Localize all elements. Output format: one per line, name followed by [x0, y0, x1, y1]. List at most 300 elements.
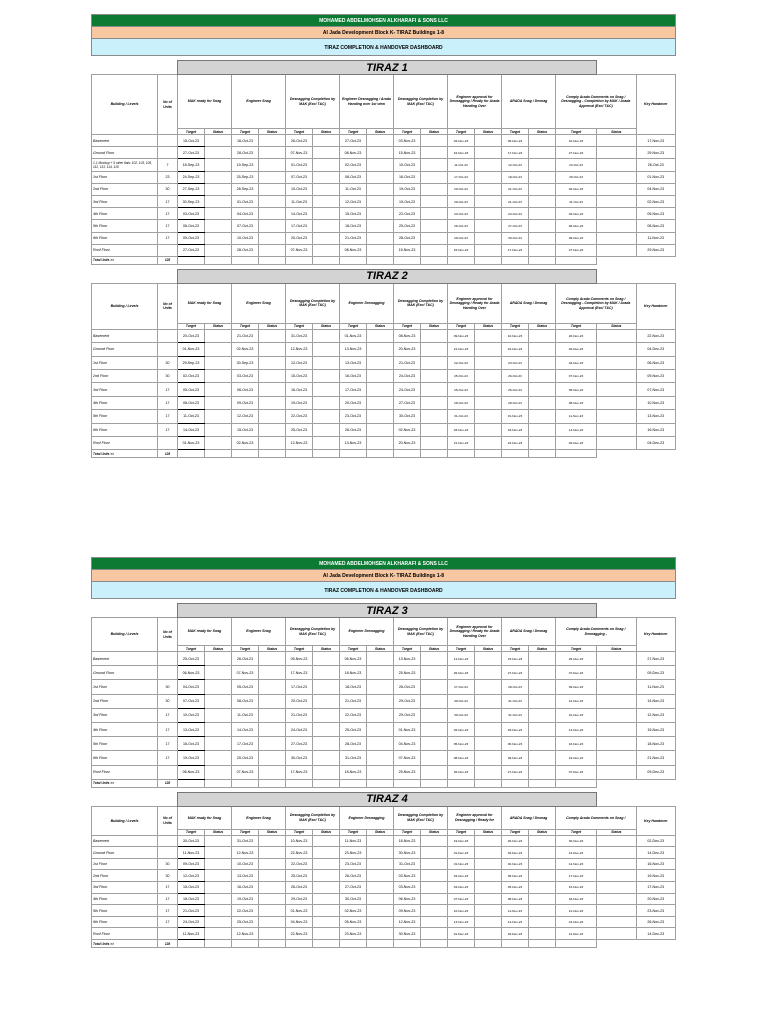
target-date: 13-Nov-23 — [340, 437, 367, 450]
target-date: 20-Nov-23 — [502, 835, 529, 847]
target-date: 07-Dec-23 — [556, 666, 597, 680]
target-date: 09-Oct-23 — [178, 232, 205, 244]
status-cell — [529, 847, 556, 859]
status-cell — [259, 383, 286, 396]
status-cell — [529, 370, 556, 383]
status-cell — [259, 905, 286, 917]
status-cell — [597, 666, 636, 680]
status-cell — [475, 356, 502, 369]
target-date: 17-Nov-23 — [502, 244, 529, 256]
target-date: 14-Oct-23 — [232, 722, 259, 736]
target-date: 08-Nov-23 — [340, 147, 367, 159]
status-cell — [475, 171, 502, 183]
subheader-status: Status — [259, 829, 286, 835]
target-date: 12-Dec-23 — [556, 847, 597, 859]
status-cell — [313, 893, 340, 905]
target-date: 27-Oct-23 — [340, 882, 367, 894]
units-count: 17 — [158, 882, 178, 894]
status-cell — [313, 147, 340, 159]
target-date: 14-Nov-23 — [448, 652, 475, 666]
target-date: 27-Nov-23 — [556, 147, 597, 159]
target-date: 13-Nov-23 — [448, 916, 475, 928]
units-count: 30 — [158, 694, 178, 708]
total-row — [92, 256, 676, 264]
status-cell — [259, 928, 286, 940]
status-cell — [367, 882, 394, 894]
subheader-status: Status — [367, 646, 394, 652]
status-cell — [205, 882, 232, 894]
target-date: 03-Oct-23 — [232, 370, 259, 383]
status-cell — [421, 147, 448, 159]
status-cell — [313, 870, 340, 882]
status-cell — [367, 183, 394, 195]
status-cell — [529, 195, 556, 207]
target-date: 05-Oct-23 — [178, 383, 205, 396]
key-handover-date: 04-Dec-23 — [636, 343, 675, 356]
header-stage: Comply Arada Comments on Snag / Desnagging - Completion by MAK / Arada Approval (Excl T&C) — [556, 75, 637, 129]
header-key-handover: Key Handover — [636, 75, 675, 135]
units-count: 17 — [158, 916, 178, 928]
target-date: 25-Oct-23 — [286, 423, 313, 436]
status-cell — [421, 893, 448, 905]
target-date: 30-Oct-23 — [394, 410, 421, 423]
subheader-status: Status — [597, 646, 636, 652]
status-cell — [259, 370, 286, 383]
units-count — [158, 847, 178, 859]
status-cell — [313, 423, 340, 436]
status-cell — [421, 232, 448, 244]
target-date: 28-Sep-23 — [232, 183, 259, 195]
units-count: 17 — [158, 708, 178, 722]
header-stage: Comply Arada Comments on Snag / Desnagging - Completion by MAK / Arada Approval (Excl T&C) — [556, 283, 637, 323]
level-label: 3rd Floor — [92, 383, 158, 396]
status-cell — [421, 171, 448, 183]
status-cell — [259, 183, 286, 195]
header-stage: ARADA Snag / Desnag — [502, 806, 556, 829]
target-date: 10-Nov-23 — [286, 835, 313, 847]
target-date: 07-Oct-23 — [286, 171, 313, 183]
status-cell — [421, 183, 448, 195]
target-date: 30-Nov-23 — [394, 847, 421, 859]
status-cell — [597, 893, 636, 905]
header-key-handover: Key Handover — [636, 806, 675, 835]
target-date: 12-Nov-23 — [556, 694, 597, 708]
status-cell — [597, 722, 636, 736]
level-label: 2nd Floor — [92, 870, 158, 882]
target-date: 17-Oct-23 — [448, 171, 475, 183]
target-date: 08-Nov-23 — [340, 244, 367, 256]
target-date: 06-Nov-23 — [178, 765, 205, 779]
subheader-status: Status — [259, 323, 286, 329]
table-row — [92, 916, 676, 928]
target-date: 05-Nov-23 — [502, 135, 529, 147]
key-handover-date: 29-Nov-23 — [636, 244, 675, 256]
target-date: 11-Oct-23 — [178, 410, 205, 423]
units-count: 17 — [158, 722, 178, 736]
status-cell — [529, 383, 556, 396]
header-stage: Engineer Desnagging — [340, 283, 394, 323]
target-date: 25-Oct-23 — [394, 220, 421, 232]
target-date: 06-Nov-23 — [556, 220, 597, 232]
status-cell — [475, 858, 502, 870]
status-cell — [205, 751, 232, 765]
level-label: 5th Floor — [92, 410, 158, 423]
subheader-status: Status — [597, 129, 636, 135]
status-cell — [259, 423, 286, 436]
target-date: 13-Nov-23 — [556, 722, 597, 736]
total-row — [92, 450, 676, 458]
target-date: 16-Oct-23 — [286, 383, 313, 396]
status-cell — [475, 383, 502, 396]
target-date: 19-Oct-23 — [286, 396, 313, 409]
status-cell — [529, 835, 556, 847]
subheader-status: Status — [475, 323, 502, 329]
status-cell — [259, 694, 286, 708]
status-cell — [313, 751, 340, 765]
subheader-target: Target — [286, 129, 313, 135]
header-building-levels: Building / Levels — [92, 618, 158, 652]
status-cell — [205, 183, 232, 195]
target-date: 22-Nov-23 — [502, 343, 529, 356]
header-stage: Engineer Desnagging — [340, 618, 394, 646]
target-date: 17-Oct-23 — [286, 680, 313, 694]
target-date: 11-Oct-23 — [286, 195, 313, 207]
target-date: 13-Nov-23 — [394, 652, 421, 666]
level-label: Roof Floor — [92, 244, 158, 256]
status-cell — [313, 343, 340, 356]
subheader-status: Status — [597, 829, 636, 835]
status-cell — [259, 208, 286, 220]
target-date: 10-Nov-23 — [448, 905, 475, 917]
status-cell — [367, 652, 394, 666]
status-cell — [475, 893, 502, 905]
key-handover-date: 27-Nov-23 — [636, 652, 675, 666]
status-cell — [475, 916, 502, 928]
subheader-target: Target — [556, 129, 597, 135]
status-cell — [421, 708, 448, 722]
target-date: 11-Nov-23 — [340, 835, 367, 847]
target-date: 11-Nov-23 — [178, 928, 205, 940]
target-date: 19-Sep-23 — [232, 159, 259, 171]
target-date: 23-Oct-23 — [340, 858, 367, 870]
target-date: 12-Oct-23 — [232, 410, 259, 423]
subheader-target: Target — [394, 829, 421, 835]
status-cell — [529, 893, 556, 905]
status-cell — [313, 159, 340, 171]
status-cell — [259, 147, 286, 159]
level-label: 2nd Floor — [92, 694, 158, 708]
target-date: 02-Dec-23 — [502, 847, 529, 859]
total-label: Total Units >> — [92, 450, 158, 458]
target-date: 31-Oct-23 — [448, 410, 475, 423]
status-cell — [313, 244, 340, 256]
table-row — [92, 423, 676, 436]
target-date: 05-Nov-23 — [448, 737, 475, 751]
target-date: 18-Sep-23 — [178, 159, 205, 171]
key-handover-date: 14-Nov-23 — [636, 694, 675, 708]
target-date: 12-Oct-23 — [286, 356, 313, 369]
status-cell — [597, 410, 636, 423]
target-date: 10-Nov-23 — [556, 135, 597, 147]
target-date: 19-Oct-23 — [178, 751, 205, 765]
status-cell — [259, 356, 286, 369]
target-date: 04-Nov-23 — [448, 882, 475, 894]
target-date: 02-Nov-23 — [232, 437, 259, 450]
key-handover-date: 26-Nov-23 — [636, 916, 675, 928]
target-date: 16-Oct-23 — [394, 171, 421, 183]
status-cell — [421, 370, 448, 383]
target-date: 05-Nov-23 — [502, 870, 529, 882]
target-date: 06-Oct-23 — [178, 220, 205, 232]
status-cell — [421, 694, 448, 708]
target-date: 24-Oct-23 — [286, 722, 313, 736]
subheader-status: Status — [205, 129, 232, 135]
subheader-target: Target — [340, 129, 367, 135]
header-stage: Engineer Snag — [232, 75, 286, 129]
key-handover-date: 04-Nov-23 — [636, 183, 675, 195]
target-date: 20-Oct-23 — [448, 195, 475, 207]
target-date: 28-Oct-23 — [232, 244, 259, 256]
status-cell — [529, 652, 556, 666]
status-cell — [597, 870, 636, 882]
header-stage: Engineer Snag — [232, 283, 286, 323]
target-date: 01-Nov-23 — [502, 410, 529, 423]
target-date: 12-Oct-23 — [340, 195, 367, 207]
subheader-status: Status — [529, 323, 556, 329]
status-cell — [259, 765, 286, 779]
target-date: 22-Oct-23 — [286, 858, 313, 870]
target-date: 22-Oct-23 — [394, 208, 421, 220]
target-date: 02-Nov-23 — [232, 343, 259, 356]
target-date: 23-Nov-23 — [340, 847, 367, 859]
target-date: 26-Oct-23 — [340, 870, 367, 882]
status-cell — [597, 847, 636, 859]
status-cell — [259, 410, 286, 423]
status-cell — [421, 765, 448, 779]
target-date: 20-Oct-23 — [286, 232, 313, 244]
dashboard-title: TIRAZ COMPLETION & HANDOVER DASHBOARD — [91, 581, 676, 599]
table-row — [92, 171, 676, 183]
status-cell — [597, 220, 636, 232]
level-label: 4th Floor — [92, 893, 158, 905]
status-cell — [205, 410, 232, 423]
status-cell — [367, 708, 394, 722]
target-date: 03-Nov-23 — [502, 722, 529, 736]
status-cell — [529, 220, 556, 232]
status-cell — [313, 195, 340, 207]
target-date: 16-Nov-23 — [448, 244, 475, 256]
target-date: 18-Oct-23 — [340, 220, 367, 232]
units-count — [158, 329, 178, 342]
table-row — [92, 183, 676, 195]
status-cell — [259, 220, 286, 232]
target-date: 29-Oct-23 — [448, 232, 475, 244]
target-date: 28-Oct-23 — [232, 147, 259, 159]
subheader-target: Target — [556, 646, 597, 652]
subheader-status: Status — [529, 129, 556, 135]
level-label: Basement — [92, 835, 158, 847]
target-date: 18-Nov-23 — [340, 765, 367, 779]
status-cell — [529, 232, 556, 244]
units-count: 17 — [158, 396, 178, 409]
target-date: 23-Nov-23 — [340, 928, 367, 940]
total-units: 128 — [158, 779, 178, 787]
status-cell — [421, 737, 448, 751]
target-date: 22-Oct-23 — [340, 708, 367, 722]
status-cell — [475, 343, 502, 356]
sheet-page-1 — [91, 14, 676, 462]
target-date: 03-Nov-23 — [394, 870, 421, 882]
target-date: 21-Nov-23 — [448, 343, 475, 356]
status-cell — [421, 220, 448, 232]
key-handover-date: 10-Nov-23 — [636, 396, 675, 409]
status-cell — [529, 183, 556, 195]
target-date: 04-Nov-23 — [394, 737, 421, 751]
status-cell — [367, 694, 394, 708]
status-cell — [421, 329, 448, 342]
status-cell — [475, 208, 502, 220]
subheader-status: Status — [313, 646, 340, 652]
target-date: 06-Nov-23 — [340, 652, 367, 666]
status-cell — [421, 423, 448, 436]
status-cell — [367, 765, 394, 779]
status-cell — [475, 195, 502, 207]
status-cell — [529, 882, 556, 894]
target-date: 06-Nov-23 — [178, 666, 205, 680]
status-cell — [421, 835, 448, 847]
level-label: Roof Floor — [92, 437, 158, 450]
status-cell — [205, 171, 232, 183]
status-cell — [205, 916, 232, 928]
target-date: 22-Nov-23 — [502, 437, 529, 450]
total-row — [92, 940, 676, 948]
subheader-target: Target — [178, 829, 205, 835]
target-date: 17-Oct-23 — [232, 737, 259, 751]
target-date: 09-Nov-23 — [556, 680, 597, 694]
target-date: 15-Oct-23 — [340, 208, 367, 220]
status-cell — [475, 694, 502, 708]
project-banner: Al Jada Development Block K- TIRAZ Buildings 1-8 — [91, 569, 676, 581]
status-cell — [205, 694, 232, 708]
status-cell — [475, 765, 502, 779]
subheader-target: Target — [232, 829, 259, 835]
status-cell — [313, 765, 340, 779]
target-date: 02-Oct-23 — [340, 159, 367, 171]
subheader-status: Status — [475, 129, 502, 135]
target-date: 21-Nov-23 — [556, 905, 597, 917]
subheader-status: Status — [313, 829, 340, 835]
status-cell — [475, 666, 502, 680]
status-cell — [421, 410, 448, 423]
level-label: Basement — [92, 135, 158, 147]
target-date: 21-Oct-23 — [394, 356, 421, 369]
header-units: No of Units — [158, 283, 178, 329]
target-date: 21-Oct-23 — [502, 183, 529, 195]
target-date: 05-Nov-23 — [340, 916, 367, 928]
status-cell — [259, 737, 286, 751]
target-date: 02-Dec-23 — [556, 343, 597, 356]
status-cell — [367, 244, 394, 256]
units-count: 30 — [158, 870, 178, 882]
status-cell — [529, 870, 556, 882]
target-date: 23-Oct-23 — [502, 356, 529, 369]
target-date: 21-Oct-23 — [178, 905, 205, 917]
status-cell — [367, 232, 394, 244]
building-title: TIRAZ 2 — [178, 269, 597, 283]
tiraz-table — [91, 269, 676, 459]
header-stage: Desnagging Completion by MAK (Excl T&C) — [394, 806, 448, 829]
target-date: 11-Oct-23 — [448, 159, 475, 171]
status-cell — [259, 159, 286, 171]
key-handover-date: 11-Nov-23 — [636, 680, 675, 694]
target-date: 02-Nov-23 — [556, 183, 597, 195]
target-date: 07-Nov-23 — [556, 370, 597, 383]
status-cell — [475, 708, 502, 722]
status-cell — [421, 159, 448, 171]
level-label: 4th Floor — [92, 396, 158, 409]
status-cell — [597, 244, 636, 256]
header-stage: Engineer approval for Desnagging / Ready for Arada Handing Over — [448, 283, 502, 323]
status-cell — [597, 356, 636, 369]
subheader-target: Target — [286, 646, 313, 652]
status-cell — [475, 905, 502, 917]
target-date: 25-Sep-23 — [232, 171, 259, 183]
key-handover-date: 15-Nov-23 — [636, 722, 675, 736]
status-cell — [475, 183, 502, 195]
key-handover-date: 09-Dec-23 — [636, 765, 675, 779]
target-date: 23-Oct-23 — [448, 208, 475, 220]
status-cell — [529, 171, 556, 183]
target-date: 28-Oct-23 — [394, 232, 421, 244]
header-stage: MAK ready for Snag — [178, 806, 232, 829]
header-building-levels: Building / Levels — [92, 283, 158, 329]
status-cell — [529, 737, 556, 751]
target-date: 01-Oct-23 — [286, 159, 313, 171]
status-cell — [475, 737, 502, 751]
target-date: 07-Oct-23 — [178, 694, 205, 708]
status-cell — [421, 751, 448, 765]
table-row — [92, 135, 676, 147]
status-cell — [597, 343, 636, 356]
target-date: 27-Oct-23 — [178, 244, 205, 256]
table-row — [92, 870, 676, 882]
status-cell — [597, 159, 636, 171]
status-cell — [597, 370, 636, 383]
target-date: 31-Oct-23 — [394, 858, 421, 870]
target-date: 07-Nov-23 — [448, 893, 475, 905]
target-date: 25-Nov-23 — [394, 765, 421, 779]
target-date: 20-Nov-23 — [556, 329, 597, 342]
status-cell — [313, 329, 340, 342]
target-date: 24-Oct-23 — [394, 383, 421, 396]
target-date: 12-Nov-23 — [232, 847, 259, 859]
target-date: 21-Oct-23 — [502, 195, 529, 207]
total-units: 128 — [158, 940, 178, 948]
subheader-target: Target — [178, 129, 205, 135]
table-row — [92, 737, 676, 751]
subheader-status: Status — [259, 129, 286, 135]
header-units: No of Units — [158, 806, 178, 835]
status-cell — [313, 708, 340, 722]
target-date: 10-Oct-23 — [232, 858, 259, 870]
status-cell — [259, 870, 286, 882]
subheader-target: Target — [178, 323, 205, 329]
subheader-status: Status — [259, 646, 286, 652]
table-row — [92, 765, 676, 779]
target-date: 19-Oct-23 — [394, 195, 421, 207]
target-date: 17-Nov-23 — [286, 666, 313, 680]
subheader-target: Target — [394, 646, 421, 652]
